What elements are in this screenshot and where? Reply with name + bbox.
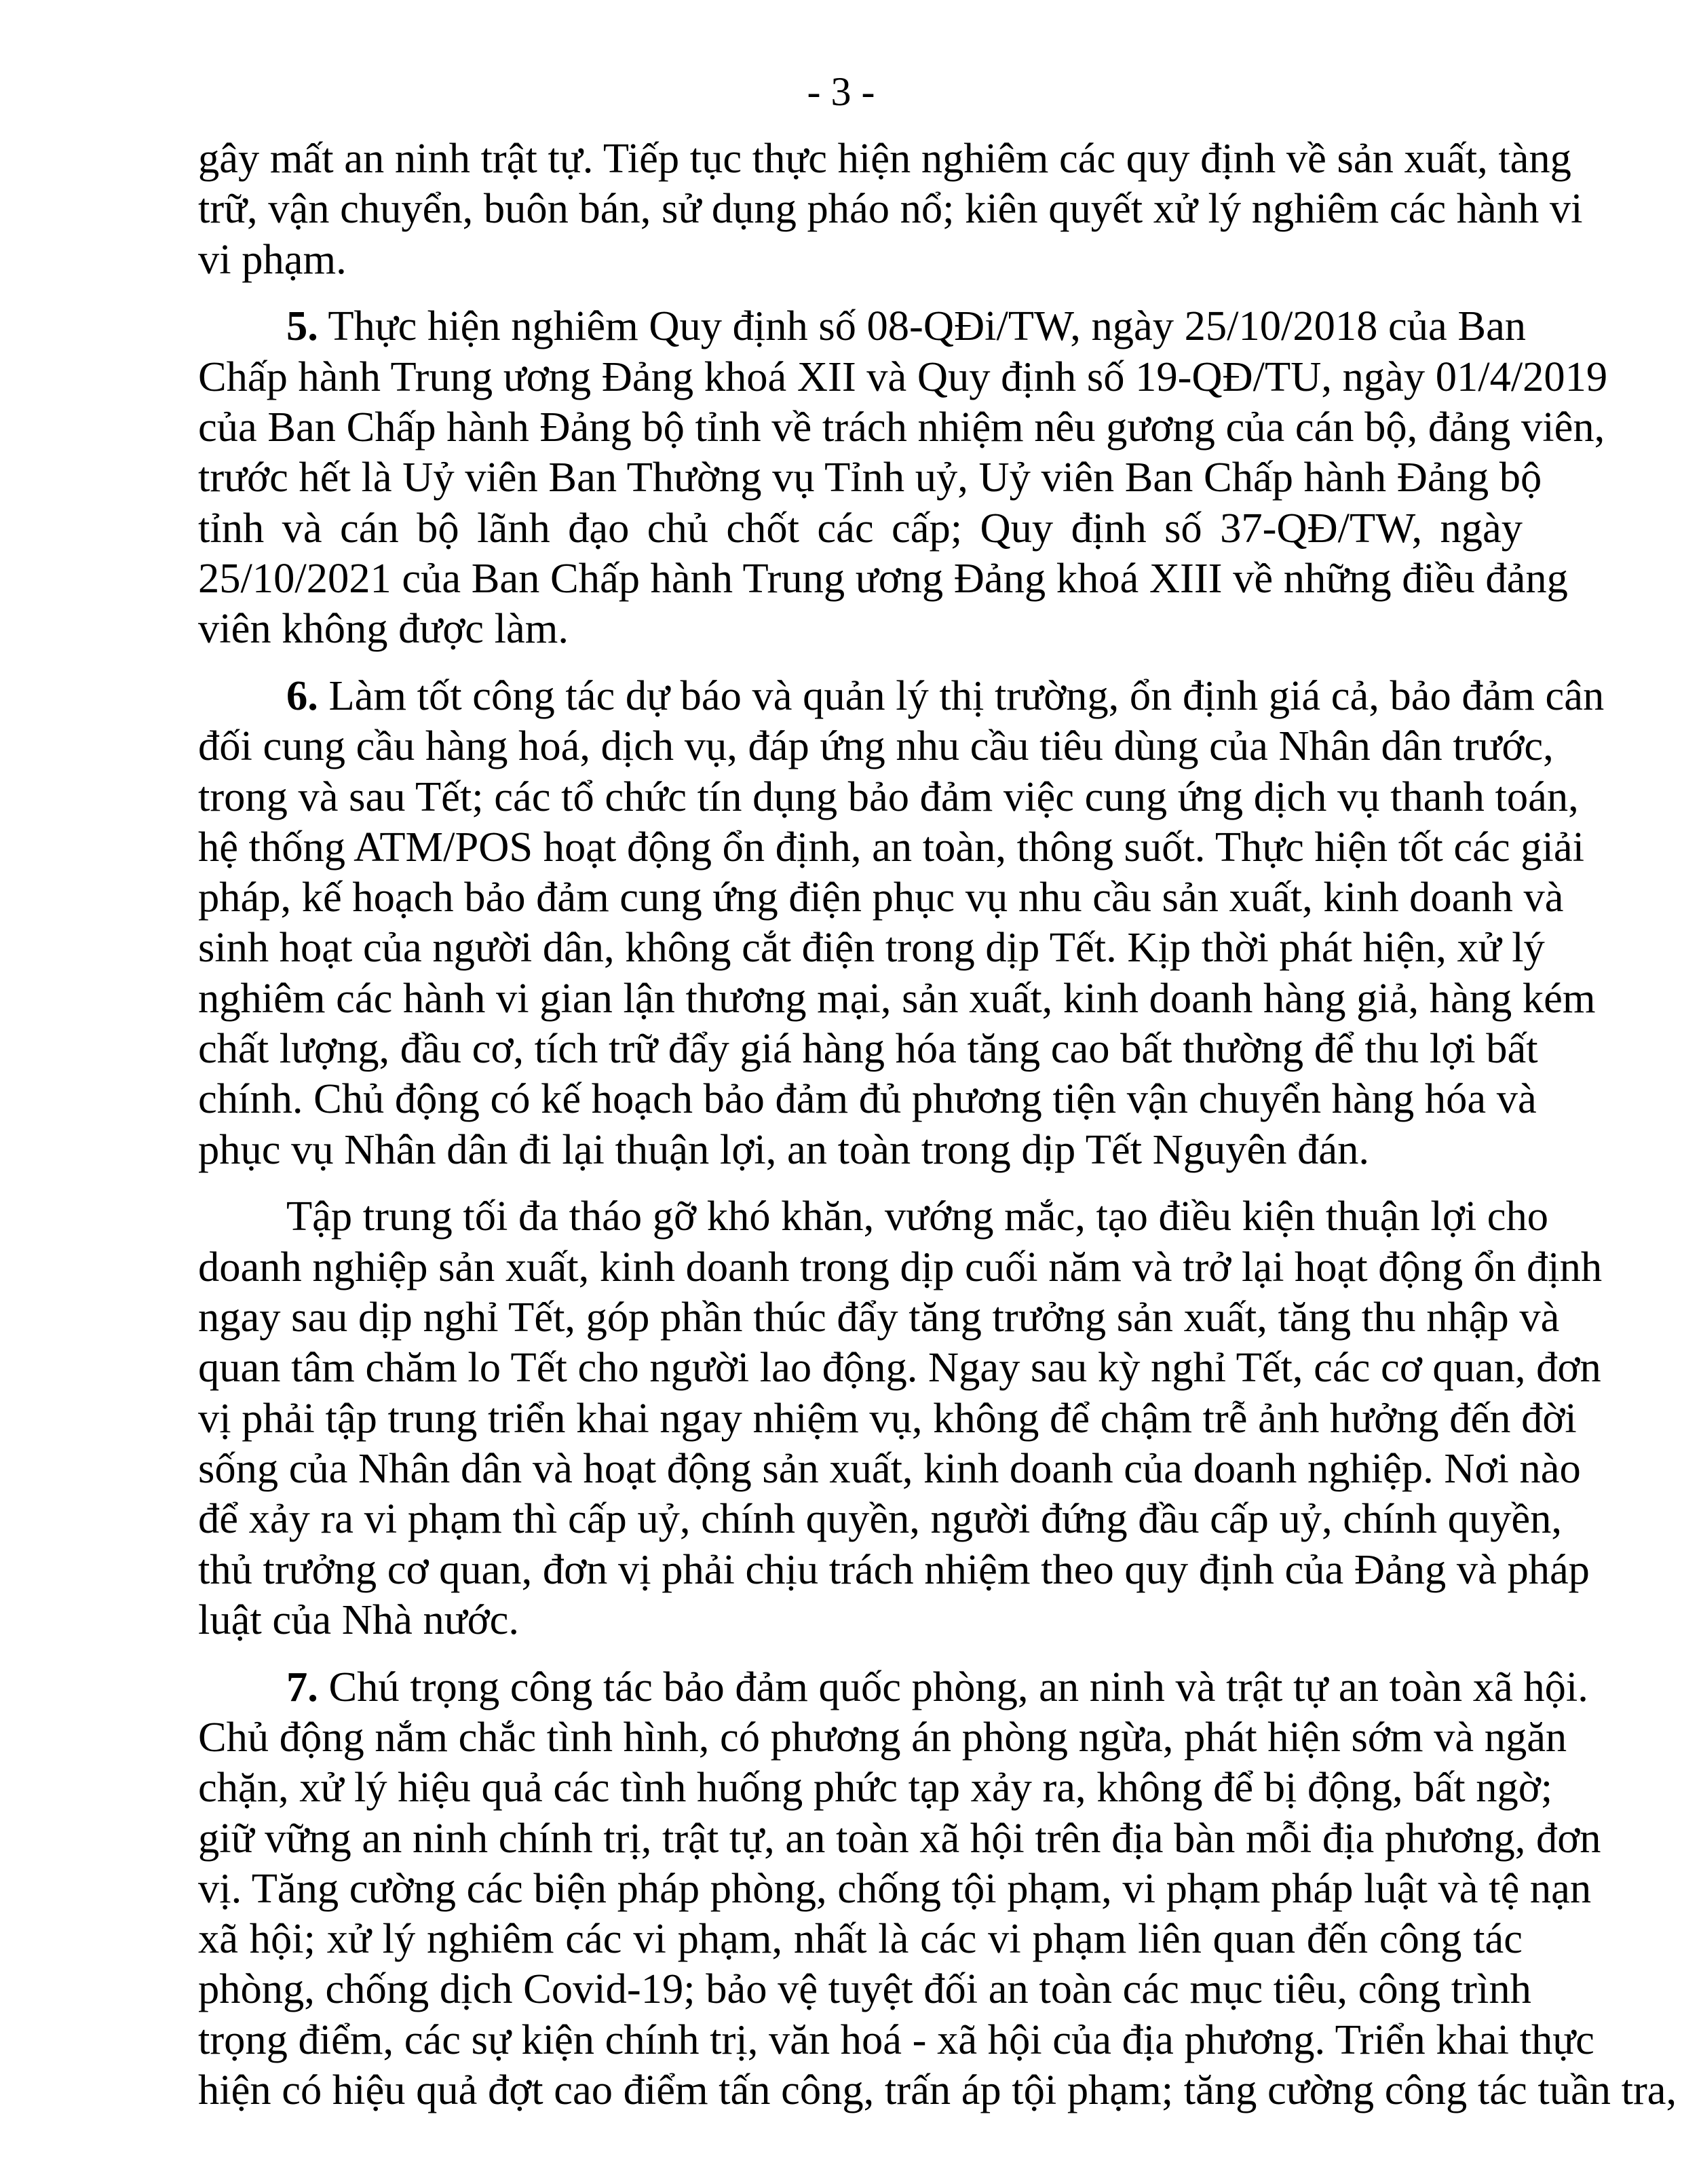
text-line [198,1913,1523,1963]
text-line [198,1191,1549,1241]
text-line [198,452,1542,502]
text-line [198,721,1554,771]
text-line [198,1544,1590,1594]
line-text: pháp, kế hoạch bảo đảm cung ứng điện phục vụ nhu cầu sản xuất, kinh doanh và [198,873,1564,921]
text-line [198,133,1571,183]
text-line [198,1712,1567,1762]
line-text: Chấp hành Trung ương Đảng khoá XII và Quy định số 19-QĐ/TU, ngày 01/4/2019 [198,352,1608,400]
text-line [198,822,1584,872]
text-line [198,234,1523,284]
text-line [198,603,1523,653]
line-text: của Ban Chấp hành Đảng bộ tỉnh về trách nhiệm nêu gương của cán bộ, đảng viên, [198,402,1605,451]
section-6 [198,670,1605,1174]
page-number: - 3 - [807,69,875,114]
text-line [198,973,1596,1023]
line-text: Tập trung tối đa tháo gỡ khó khăn, vướng mắc, tạo điều kiện thuận lợi cho [286,1192,1549,1240]
line-text: đối cung cầu hàng hoá, dịch vụ, đáp ứng nhu cầu tiêu dùng của Nhân dân trước, [198,722,1554,770]
line-text: phục vụ Nhân dân đi lại thuận lợi, an toàn trong dịp Tết Nguyên đán. [198,1125,1369,1173]
text-line [198,1662,1588,1712]
text-line [198,670,1605,721]
line-text: hiện có hiệu quả đợt cao điểm tấn công, trấn áp tội phạm; tăng cường công tác tuần tra, [198,2065,1677,2113]
paragraph [198,1191,1603,1645]
text-line [198,301,1527,351]
text-line [198,1073,1537,1124]
text-line [198,1863,1592,1913]
text-line [198,1023,1538,1073]
line-text: vị. Tăng cường các biện pháp phòng, chống tội phạm, vi phạm pháp luật và tệ nạn [198,1864,1592,1912]
text-line [198,1813,1601,1863]
text-line [198,503,1523,553]
line-text: giữ vững an ninh chính trị, trật tự, an toàn xã hội trên địa bàn mỗi địa phương, đơn [198,1814,1601,1862]
text-line [198,922,1545,972]
line-text: gây mất an ninh trật tự. Tiếp tục thực hiện nghiêm các quy định về sản xuất, tàng [198,134,1571,182]
text-line [198,1762,1553,1812]
text-line [198,1963,1531,2014]
line-text: tỉnh và cán bộ lãnh đạo chủ chốt các cấp; Quy định số 37-QĐ/TW, ngày [198,503,1523,552]
text-line [198,2065,1677,2115]
text-line [198,1292,1560,1342]
line-text: vi phạm. [198,235,347,283]
line-text: hệ thống ATM/POS hoạt động ổn định, an toàn, thông suốt. Thực hiện tốt các giải [198,822,1584,870]
line-text: phòng, chống dịch Covid-19; bảo vệ tuyệt đối an toàn các mục tiêu, công trình [198,1965,1531,2013]
line-text: 25/10/2021 của Ban Chấp hành Trung ương Đảng khoá XIII về những điều đảng [198,554,1568,602]
line-text: viên không được làm. [198,605,569,653]
section-7 [198,1662,1677,2115]
text-line [198,183,1583,233]
line-text: Chú trọng công tác bảo đảm quốc phòng, an ninh và trật tự an toàn xã hội. [318,1662,1588,1710]
text-line [198,553,1568,603]
line-text: doanh nghiệp sản xuất, kinh doanh trong dịp cuối năm và trở lại hoạt động ổn định [198,1242,1603,1290]
line-text: trước hết là Uỷ viên Ban Thường vụ Tỉnh uỷ, Uỷ viên Ban Chấp hành Đảng bộ [198,453,1542,501]
line-text: chính. Chủ động có kế hoạch bảo đảm đủ phương tiện vận chuyển hàng hóa và [198,1075,1537,1123]
text-line [198,351,1608,402]
paragraph [198,133,1583,284]
line-text: quan tâm chăm lo Tết cho người lao động. Ngay sau kỳ nghỉ Tết, các cơ quan, đơn [198,1343,1601,1392]
line-text: Chủ động nắm chắc tình hình, có phương án phòng ngừa, phát hiện sớm và ngăn [198,1712,1567,1761]
line-text: sinh hoạt của người dân, không cắt điện trong dịp Tết. Kịp thời phát hiện, xử lý [198,923,1545,972]
section-number: 6. [286,671,318,719]
text-line [198,1242,1603,1292]
line-text: ngay sau dịp nghỉ Tết, góp phần thúc đẩy tăng trưởng sản xuất, tăng thu nhập và [198,1293,1560,1341]
line-text: Thực hiện nghiêm Quy định số 08-QĐi/TW, ngày 25/10/2018 của Ban [318,302,1527,350]
line-text: vị phải tập trung triển khai ngay nhiệm vụ, không để chậm trễ ảnh hưởng đến đời [198,1394,1577,1442]
text-line [198,771,1579,822]
text-line [198,1594,1523,1645]
line-text: để xảy ra vi phạm thì cấp uỷ, chính quyền, người đứng đầu cấp uỷ, chính quyền, [198,1495,1563,1543]
text-line [198,402,1605,452]
section-number: 5. [286,302,318,350]
document-body [198,133,1677,2132]
section-number: 7. [286,1662,318,1710]
line-text: sống của Nhân dân và hoạt động sản xuất, kinh doanh của doanh nghiệp. Nơi nào [198,1444,1581,1492]
section-5 [198,301,1608,653]
line-text: chất lượng, đầu cơ, tích trữ đẩy giá hàng hóa tăng cao bất thường để thu lợi bất [198,1024,1538,1073]
line-text: chặn, xử lý hiệu quả các tình huống phức tạp xảy ra, không để bị động, bất ngờ; [198,1763,1553,1812]
text-line [198,1443,1581,1493]
line-text: xã hội; xử lý nghiêm các vi phạm, nhất là các vi phạm liên quan đến công tác [198,1915,1523,1963]
line-text: trữ, vận chuyển, buôn bán, sử dụng pháo nổ; kiên quyết xử lý nghiêm các hành vi [198,185,1583,233]
text-line [198,872,1564,922]
text-line [198,1493,1563,1544]
line-text: luật của Nhà nước. [198,1595,519,1643]
line-text: trong và sau Tết; các tổ chức tín dụng bảo đảm việc cung ứng dịch vụ thanh toán, [198,772,1579,820]
line-text: thủ trưởng cơ quan, đơn vị phải chịu trách nhiệm theo quy định của Đảng và pháp [198,1545,1590,1593]
text-line [198,1124,1523,1174]
text-line [198,1393,1577,1443]
text-line [198,2014,1594,2065]
text-line [198,1342,1601,1392]
line-text: nghiêm các hành vi gian lận thương mại, sản xuất, kinh doanh hàng giả, hàng kém [198,974,1596,1022]
line-text: Làm tốt công tác dự báo và quản lý thị trường, ổn định giá cả, bảo đảm cân [318,671,1605,719]
line-text: trọng điểm, các sự kiện chính trị, văn hoá - xã hội của địa phương. Triển khai thực [198,2015,1594,2063]
